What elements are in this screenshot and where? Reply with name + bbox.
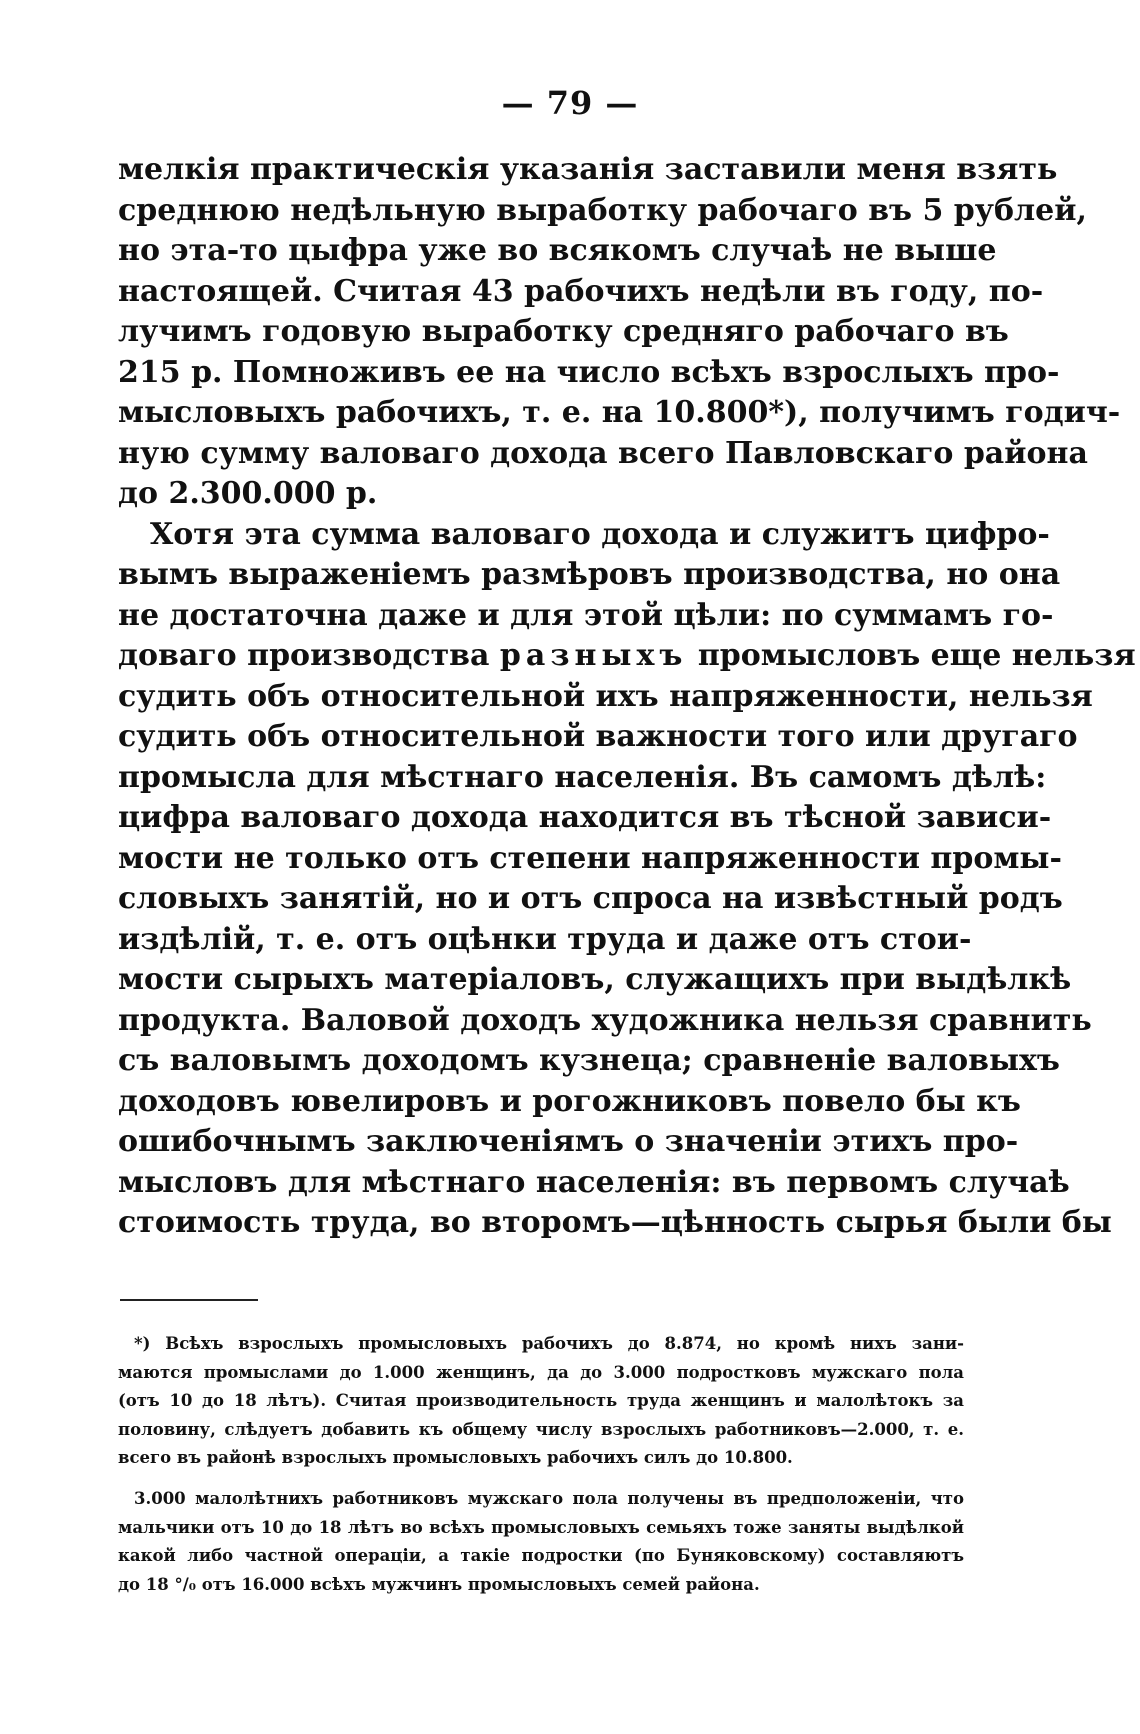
main-text bbox=[118, 150, 1136, 1244]
text-line: мелкія практическія указанія заставили меня взять bbox=[118, 152, 1058, 187]
text-line: лучимъ годовую выработку средняго рабочаго въ bbox=[118, 314, 1009, 349]
footnote-line: всего въ районѣ взрослыхъ промысловыхъ рабочихъ силъ до 10.800. bbox=[118, 1448, 793, 1467]
text-line: судить объ относительной ихъ напряженности, нельзя bbox=[118, 678, 1093, 714]
text-line: съ валовымъ доходомъ кузнеца; сравненіе валовыхъ bbox=[118, 1043, 1060, 1078]
text-line-with-emphasis bbox=[118, 636, 1136, 677]
footnote-line: мальчики отъ 10 до 18 лѣтъ во всѣхъ промысловыхъ семьяхъ тоже заняты выдѣлкой bbox=[118, 1517, 964, 1537]
text-line: судить объ относительной важности того или другаго bbox=[118, 719, 1078, 754]
text-line: ную сумму валоваго дохода всего Павловскаго района bbox=[118, 435, 1088, 471]
footnote-line: 3.000 малолѣтнихъ работниковъ мужскаго пола получены въ предположеніи, что bbox=[134, 1489, 964, 1508]
text-line: цифра валоваго дохода находится въ тѣсной зависи- bbox=[118, 800, 1052, 835]
text-line: ошибочнымъ заключеніямъ о значеніи этихъ про- bbox=[118, 1124, 1019, 1159]
text-line: продукта. Валовой доходъ художника нельзя сравнить bbox=[118, 1002, 1092, 1038]
emphasized-word: разныхъ bbox=[499, 638, 688, 673]
footnote-separator bbox=[120, 1299, 258, 1301]
text-line: мысловыхъ рабочихъ, т. е. на 10.800*), получимъ годич- bbox=[118, 395, 1121, 430]
footnote-1 bbox=[118, 1330, 964, 1473]
text-line: словыхъ занятій, но и отъ спроса на извѣстный родъ bbox=[118, 881, 1063, 916]
text-line: 215 р. Помноживъ ее на число всѣхъ взрослыхъ про- bbox=[118, 354, 1060, 390]
text-line: доходовъ ювелировъ и рогожниковъ повело бы къ bbox=[118, 1083, 1021, 1119]
text-line: мости сырыхъ матеріаловъ, служащихъ при выдѣлкѣ bbox=[118, 962, 1072, 997]
footnote-line: маются промыслами до 1.000 женщинъ, да до 3.000 подростковъ мужскаго пола bbox=[118, 1362, 964, 1382]
text-line: издѣлій, т. е. отъ оцѣнки труда и даже отъ стои- bbox=[118, 921, 972, 957]
text-line: промысла для мѣстнаго населенія. Въ самомъ дѣлѣ: bbox=[118, 759, 1047, 795]
text-line: среднюю недѣльную выработку рабочаго въ 5 рублей, bbox=[118, 192, 1087, 228]
footnote-2 bbox=[118, 1485, 964, 1599]
text-line: стоимость труда, во второмъ—цѣнность сырья были бы bbox=[118, 1205, 1112, 1240]
text-line: мысловъ для мѣстнаго населенія: въ первомъ случаѣ bbox=[118, 1164, 1070, 1200]
footnote-line: половину, слѣдуетъ добавить къ общему числу взрослыхъ работниковъ—2.000, т. е. bbox=[118, 1419, 964, 1439]
text-segment: доваго производства bbox=[118, 638, 500, 673]
text-line: настоящей. Считая 43 рабочихъ недѣли въ году, по- bbox=[118, 273, 1044, 309]
footnote-line: *) Всѣхъ взрослыхъ промысловыхъ рабочихъ до 8.874, но кромѣ нихъ зани- bbox=[134, 1334, 964, 1353]
footnote-line: до 18 °/₀ отъ 16.000 всѣхъ мужчинъ промысловыхъ семей района. bbox=[118, 1574, 760, 1594]
text-segment: промысловъ еще нельзя bbox=[687, 638, 1136, 673]
footnote-line: какой либо частной операціи, а такіе подростки (по Буняковскому) составляютъ bbox=[118, 1546, 964, 1565]
page-number: — 79 — bbox=[501, 84, 639, 122]
text-line: до 2.300.000 р. bbox=[118, 476, 378, 511]
text-line: мости не только отъ степени напряженности промы- bbox=[118, 840, 1062, 876]
text-line: вымъ выраженіемъ размѣровъ производства, но она bbox=[118, 557, 1061, 592]
text-line: не достаточна даже и для этой цѣли: по суммамъ го- bbox=[118, 597, 1054, 633]
footnote-line: (отъ 10 до 18 лѣтъ). Считая производительность труда женщинъ и малолѣтокъ за bbox=[118, 1391, 964, 1410]
text-line: но эта-то цыфра уже во всякомъ случаѣ не выше bbox=[118, 233, 997, 268]
paragraph-start-line: Хотя эта сумма валоваго дохода и служитъ цифро- bbox=[150, 516, 1050, 552]
